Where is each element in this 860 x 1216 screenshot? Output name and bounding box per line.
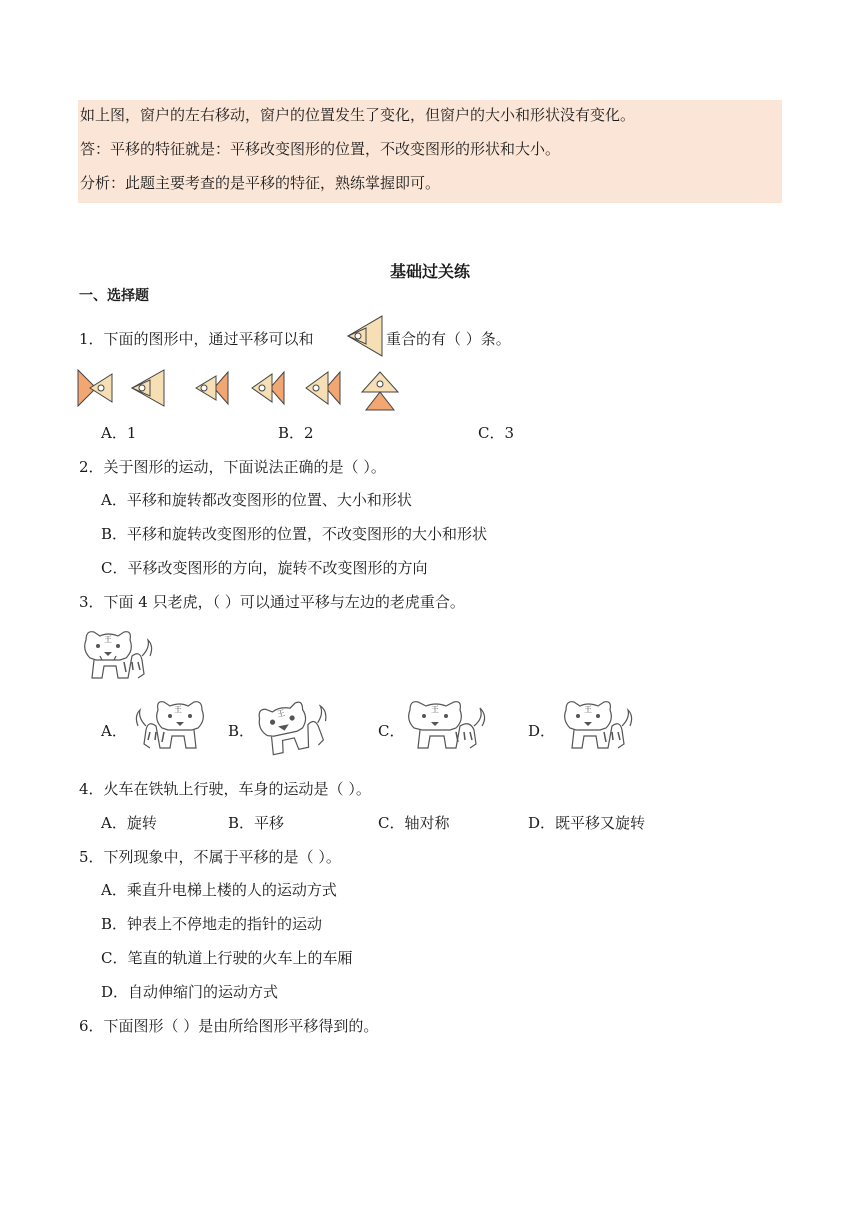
tiger-b-icon [256, 698, 330, 756]
q5-stem: 5．下列现象中，不属于平移的是（ ）。 [79, 848, 341, 866]
q6-stem: 6．下面图形（ ）是由所给图形平移得到的。 [79, 1017, 379, 1035]
q1-stem-before: 1．下面的图形中，通过平移可以和 [79, 330, 314, 348]
answer-line-2: 答：平移的特征就是：平移改变图形的位置，不改变图形的形状和大小。 [80, 140, 561, 158]
q1-option-a: A．1 [101, 424, 137, 442]
fish-6-icon [360, 370, 400, 412]
tiger-reference-mark: 王 [104, 635, 112, 644]
fish-3-icon [190, 368, 230, 408]
q1-option-b: B．2 [278, 424, 314, 442]
fish-2-icon [128, 368, 168, 408]
q3-option-b: B． [228, 722, 255, 740]
q5-option-c: C．笔直的轨道上行驶的火车上的车厢 [101, 949, 353, 967]
fish-4-icon [248, 368, 288, 408]
q2-option-b: B．平移和旋转改变图形的位置，不改变图形的大小和形状 [101, 525, 488, 543]
q3-stem: 3．下面 4 只老虎，（ ）可以通过平移与左边的老虎重合。 [79, 593, 465, 611]
tiger-c-icon [404, 696, 490, 754]
q2-option-c: C．平移改变图形的方向，旋转不改变图形的方向 [101, 559, 428, 577]
fish-5-icon [302, 368, 342, 408]
q3-option-d: D． [528, 722, 556, 740]
q4-stem: 4．火车在铁轨上行驶，车身的运动是（ ）。 [79, 780, 371, 798]
answer-box [78, 100, 782, 203]
section-title: 基础过关练 [389, 262, 470, 281]
tiger-d-mark: 王 [584, 705, 592, 714]
q4-option-c: C．轴对称 [378, 814, 450, 832]
fish-reference-icon [344, 314, 384, 358]
tiger-c-mark: 王 [431, 705, 439, 714]
tiger-b-mark: 王 [276, 708, 286, 719]
tiger-a-mark: 王 [174, 705, 182, 714]
q1-stem-after: 重合的有（ ）条。 [386, 330, 511, 348]
q3-option-a: A． [101, 722, 127, 740]
q4-option-a: A．旋转 [101, 814, 157, 832]
q4-option-d: D．既平移又旋转 [528, 814, 646, 832]
q5-option-a: A．乘直升电梯上楼的人的运动方式 [101, 881, 337, 899]
tiger-reference-icon [80, 626, 156, 682]
fish-1-icon [76, 368, 116, 408]
q4-option-b: B．平移 [228, 814, 285, 832]
q2-option-a: A．平移和旋转都改变图形的位置、大小和形状 [101, 491, 412, 509]
q2-stem: 2．关于图形的运动，下面说法正确的是（ ）。 [79, 458, 386, 476]
section-heading: 一、选择题 [79, 288, 149, 304]
q5-option-b: B．钟表上不停地走的指针的运动 [101, 915, 323, 933]
answer-line-3: 分析：此题主要考查的是平移的特征，熟练掌握即可。 [80, 174, 441, 192]
q5-option-d: D．自动伸缩门的运动方式 [101, 983, 279, 1001]
tiger-d-icon [560, 696, 636, 754]
q3-option-c: C． [378, 722, 405, 740]
q1-option-c: C．3 [478, 424, 515, 442]
answer-line-1: 如上图，窗户的左右移动，窗户的位置发生了变化，但窗户的大小和形状没有变化。 [80, 106, 636, 124]
tiger-a-icon [128, 694, 208, 752]
